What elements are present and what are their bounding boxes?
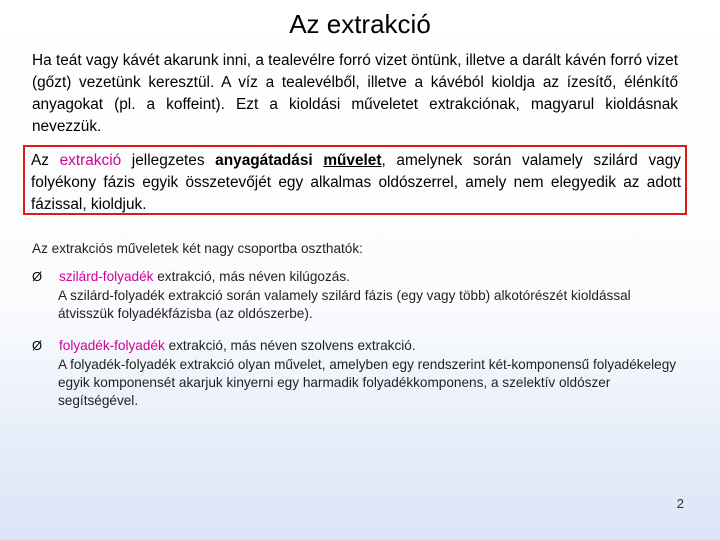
intro-paragraph: Ha teát vagy kávét akarunk inni, a tealevélre forró vizet öntünk, illetve a darált kávén forró vizet (gőzt) vezetünk keresztül. A víz a tealevélből, illetve a kávéból kioldja az ízesítő, élénkítő anyagokat (pl. a koffeint). Ezt a kioldási műveletet extrakciónak, magyarul kioldásnak nevezzük. xyxy=(32,52,678,135)
definition-text-1: Az xyxy=(31,152,60,169)
bullet-heading xyxy=(59,268,350,286)
definition-box xyxy=(23,145,687,215)
bullet-description: A folyadék-folyadék extrakció olyan művelet, amelyben egy rendszerint két-komponensű folyadékelegy egyik komponensét akarjuk kinyerni egy harmadik folyadékkomponens, a szelektív oldószer segítségével. xyxy=(58,357,677,408)
bullet-description: A szilárd-folyadék extrakció során valamely szilárd fázis (egy vagy több) alkotórészét kioldással átvisszük folyadékfázisba (az oldószerbe). xyxy=(58,288,631,321)
bullet-term: szilárd-folyadék xyxy=(59,269,154,284)
arrow-bullet-icon: Ø xyxy=(32,338,43,353)
definition-text-3: , amelynek során valamely szilárd vagy folyékony fázis egyik összetevőjét egy alkalmas oldószerrel, amely nem elegyedik az adott fázissal, kioldjuk. xyxy=(31,152,681,213)
definition-space xyxy=(313,152,324,169)
bullet-term: folyadék-folyadék xyxy=(59,338,165,353)
definition-emphasis-underlined: művelet xyxy=(323,152,382,169)
page-number: 2 xyxy=(676,496,684,511)
slide-title: Az extrakció xyxy=(289,9,431,39)
definition-term: extrakció xyxy=(59,152,122,169)
bullet-heading-rest: extrakció, más néven szolvens extrakció. xyxy=(164,338,416,353)
groups-intro: Az extrakciós műveletek két nagy csoportba oszthatók: xyxy=(32,241,363,256)
definition-emphasis: anyagátadási xyxy=(215,152,313,169)
definition-text-2: jellegzetes xyxy=(121,152,216,169)
bullet-heading xyxy=(59,337,416,355)
bullet-heading-rest: extrakció, más néven kilúgozás. xyxy=(153,269,350,284)
arrow-bullet-icon: Ø xyxy=(32,269,43,284)
